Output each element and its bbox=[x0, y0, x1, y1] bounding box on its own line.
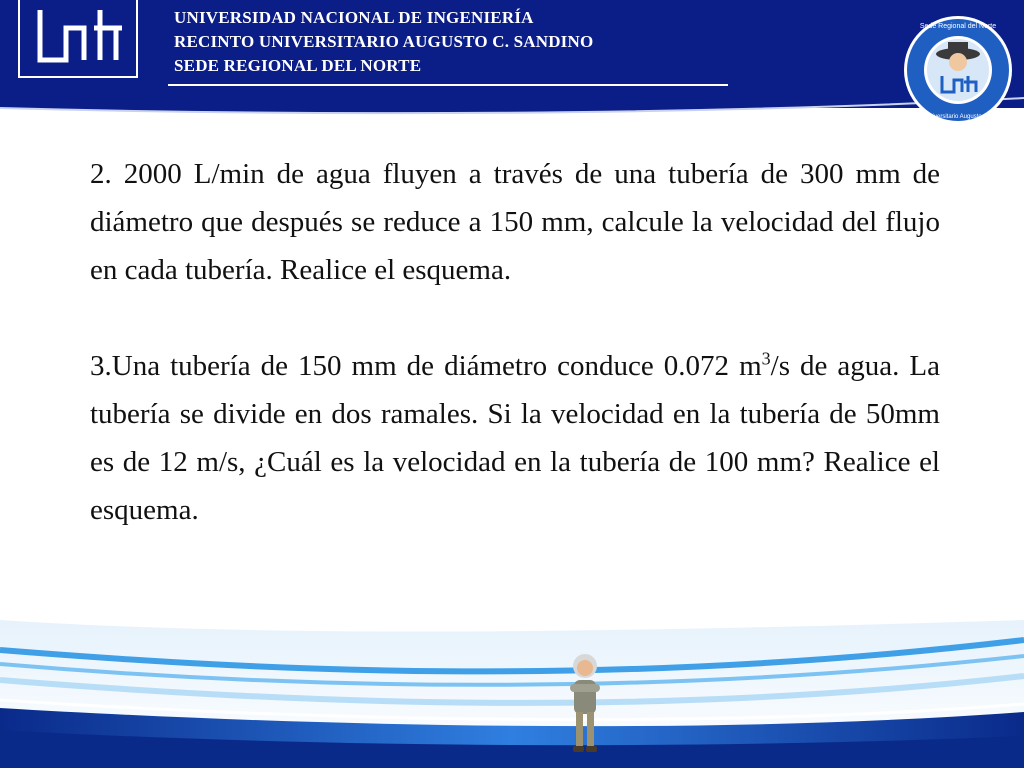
header-curve bbox=[0, 86, 1024, 126]
header-line-1: UNIVERSIDAD NACIONAL DE INGENIERÍA bbox=[174, 8, 534, 27]
superscript-3: 3 bbox=[761, 348, 771, 369]
svg-text:Recinto Universitario Augusto: Recinto Universitario Augusto C. Sandino bbox=[902, 114, 1014, 120]
problem-3-part2: /s de agua. La tubería se divide en dos ramales. Si la velocidad en la tubería de 50mm es de 12 m/s, ¿Cuál es la velocidad en la tubería de 100 mm? Realice el esquema. bbox=[90, 350, 941, 526]
einstein-figure-icon bbox=[560, 650, 610, 760]
svg-text:Sede Regional del Norte: Sede Regional del Norte bbox=[919, 23, 997, 30]
paragraph-spacer bbox=[90, 294, 940, 342]
footer-waves bbox=[0, 600, 1024, 768]
sede-regional-seal-icon bbox=[902, 14, 1014, 126]
problem-3-part1: 3.Una tubería de 150 mm de diámetro conduce 0.072 m bbox=[90, 350, 762, 382]
university-name bbox=[174, 6, 593, 78]
header-line-2: RECINTO UNIVERSITARIO AUGUSTO C. SANDINO bbox=[174, 32, 594, 51]
header-line-3: SEDE REGIONAL DEL NORTE bbox=[174, 56, 422, 75]
problem-2: 2. 2000 L/min de agua fluyen a través de una tubería de 300 mm de diámetro que después se reduce a 150 mm, calcule la velocidad del flujo en cada tubería. Realice el esquema. bbox=[90, 158, 940, 286]
problem-3 bbox=[90, 342, 940, 534]
problem-text bbox=[90, 150, 940, 534]
uni-logo-icon bbox=[18, 0, 138, 78]
